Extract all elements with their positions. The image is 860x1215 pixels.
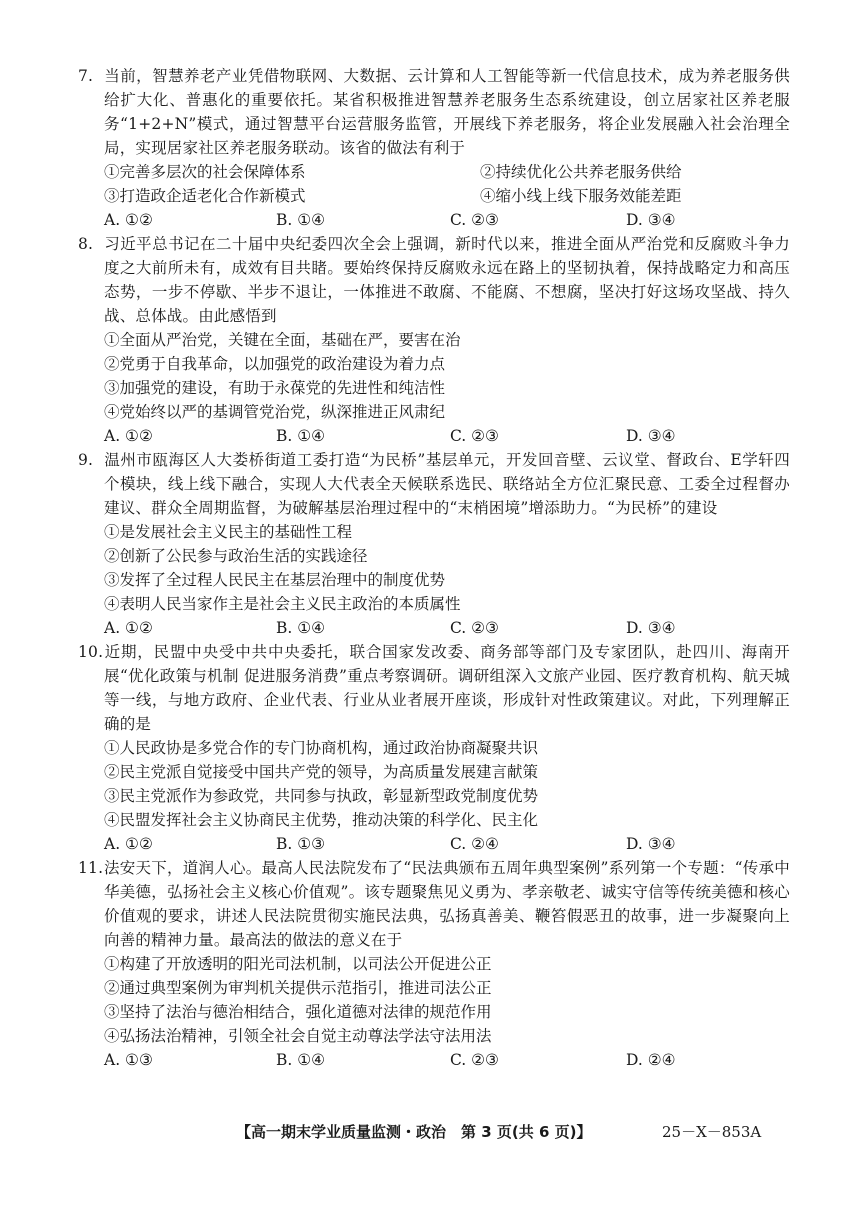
question-9 [78,448,790,640]
choice-a: A. ①② [104,619,153,637]
option-1: ①全面从严治党，关键在全面，基础在严，要害在治 [104,331,461,349]
question-stem [78,64,790,160]
option-1: ①是发展社会主义民主的基础性工程 [104,523,353,541]
option-2: ②党勇于自我革命，以加强党的政治建设为着力点 [104,355,446,373]
answer-choices [78,208,790,232]
exam-code: 25－X－853A [662,1123,762,1141]
choice-c: C. ②③ [450,619,499,637]
option-list [78,328,790,424]
option-2: ②创新了公民参与政治生活的实践途径 [104,547,368,565]
choice-c: C. ②③ [450,1051,499,1069]
choice-a: A. ①③ [104,1051,153,1069]
question-7 [78,64,790,232]
option-4: ④弘扬法治精神，引领全社会自觉主动尊法学法守法用法 [104,1027,492,1045]
answer-choices [78,832,790,856]
choice-c: C. ②③ [450,427,499,445]
option-1: ①人民政协是多党合作的专门协商机构，通过政治协商凝聚共识 [104,739,539,757]
question-number: 9. [78,451,94,469]
choice-b: B. ①④ [276,1051,326,1069]
question-text: 近期，民盟中央受中共中央委托，联合国家发改委、商务部等部门及专家团队，赴四川、海南开展“优化政策与机制 促进服务消费”重点考察调研。调研组深入文旅产业园、医疗教育机构、航天城等一线，与地方政府、企业代表、行业从业者展开座谈，形成针对性政策建议。对此，下列理解正确的是 [104,643,790,733]
option-4: ④缩小线上线下服务效能差距 [480,187,682,205]
option-2: ②持续优化公共养老服务供给 [480,163,682,181]
question-text: 温州市瓯海区人大娄桥街道工委打造“为民桥”基层单元，开发回音壁、云议堂、督政台、E学轩四个模块，线上线下融合，实现人大代表全天候联系选民、联络站全方位汇聚民意、工委全过程督办建议、群众全周期监督，为破解基层治理过程中的“末梢困境”增添助力。“为民桥”的建设 [104,451,790,517]
question-11 [78,856,790,1072]
question-number: 10. [78,643,104,661]
answer-choices [78,424,790,448]
question-number: 8. [78,235,94,253]
option-4: ④民盟发挥社会主义协商民主优势，推动决策的科学化、民主化 [104,811,539,829]
question-text: 习近平总书记在二十届中央纪委四次全会上强调，新时代以来，推进全面从严治党和反腐败斗争力度之大前所未有，成效有目共睹。要始终保持反腐败永远在路上的坚韧执着，保持战略定力和高压态势，一步不停歇、半步不退让，一体推进不敢腐、不能腐、不想腐，坚决打好这场攻坚战、持久战、总体战。由此感悟到 [104,235,790,325]
option-3: ③民主党派作为参政党，共同参与执政，彰显新型政党制度优势 [104,787,539,805]
option-3: ③打造政企适老化合作新模式 [104,187,306,205]
page-footer [0,1121,860,1147]
question-8 [78,232,790,448]
choice-c: C. ②③ [450,211,499,229]
option-list [78,952,790,1048]
choice-b: B. ①④ [276,619,326,637]
option-2: ②民主党派自觉接受中国共产党的领导，为高质量发展建言献策 [104,763,539,781]
option-3: ③坚持了法治与德治相结合，强化道德对法律的规范作用 [104,1003,492,1021]
question-stem [78,856,790,952]
choice-d: D. ③④ [626,211,676,229]
answer-choices [78,616,790,640]
choice-d: D. ③④ [626,427,676,445]
choice-d: D. ②④ [626,1051,676,1069]
choice-b: B. ①④ [276,427,326,445]
choice-b: B. ①③ [276,835,326,853]
question-stem [78,640,790,736]
option-list [78,520,790,616]
option-list [78,160,790,208]
option-4: ④党始终以严的基调管党治党，纵深推进正风肃纪 [104,403,446,421]
choice-d: D. ③④ [626,835,676,853]
choice-a: A. ①② [104,835,153,853]
option-1: ①完善多层次的社会保障体系 [104,163,306,181]
question-text: 法安天下，道润人心。最高人民法院发布了“民法典颁布五周年典型案例”系列第一个专题：“传承中华美德，弘扬社会主义核心价值观”。该专题聚焦见义勇为、孝亲敬老、诚实守信等传统美德和核心价值观的要求，讲述人民法院贯彻实施民法典，弘扬真善美、鞭笞假恶丑的故事，进一步凝聚向上向善的精神力量。最高法的做法的意义在于 [104,859,790,949]
question-stem [78,448,790,520]
answer-choices [78,1048,790,1072]
choice-c: C. ②④ [450,835,499,853]
choice-b: B. ①④ [276,211,326,229]
option-4: ④表明人民当家作主是社会主义民主政治的本质属性 [104,595,461,613]
option-3: ③加强党的建设，有助于永葆党的先进性和纯洁性 [104,379,446,397]
option-3: ③发挥了全过程人民民主在基层治理中的制度优势 [104,571,446,589]
question-number: 11. [78,859,104,877]
option-2: ②通过典型案例为审判机关提供示范指引，推进司法公正 [104,979,492,997]
footer-title: 【高一期末学业质量监测・政治 第 3 页(共 6 页)】 [236,1123,592,1141]
choice-a: A. ①② [104,211,153,229]
question-number: 7. [78,67,94,85]
choice-d: D. ③④ [626,619,676,637]
question-stem [78,232,790,328]
choice-a: A. ①② [104,427,153,445]
question-list [78,64,790,1072]
option-1: ①构建了开放透明的阳光司法机制，以司法公开促进公正 [104,955,492,973]
question-10 [78,640,790,856]
question-text: 当前，智慧养老产业凭借物联网、大数据、云计算和人工智能等新一代信息技术，成为养老服务供给扩大化、普惠化的重要依托。某省积极推进智慧养老服务生态系统建设，创立居家社区养老服务“1+2+N”模式，通过智慧平台运营服务监管，开展线下养老服务，将企业发展融入社会治理全局，实现居家社区养老服务联动。该省的做法有利于 [104,67,790,157]
option-list [78,736,790,832]
